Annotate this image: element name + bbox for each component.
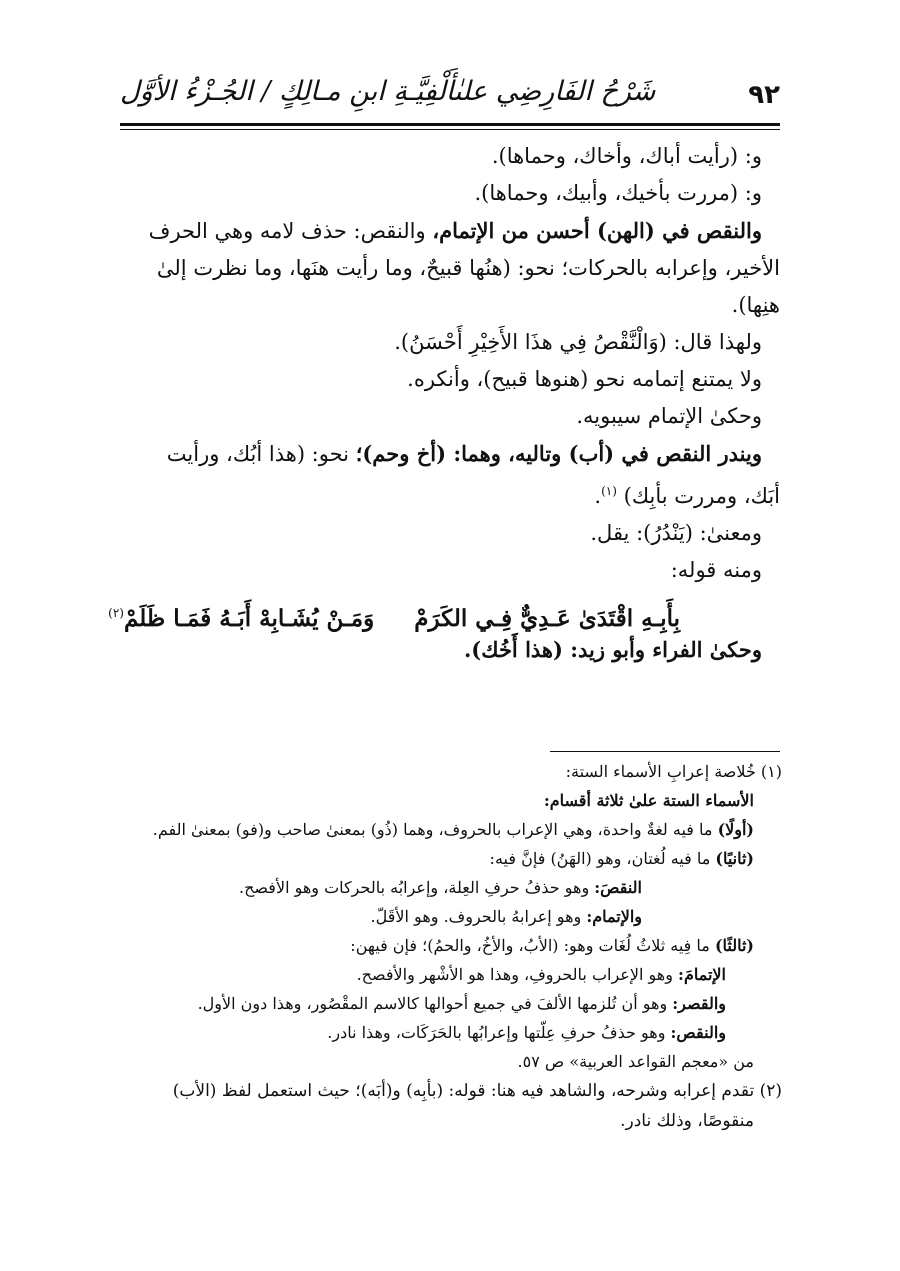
text-paragraph (120, 435, 780, 473)
footnote-line (118, 1018, 782, 1047)
footnote-line (118, 902, 782, 931)
text-line: هنِها). (731, 293, 780, 317)
bold-phrase: النقصَ: (594, 878, 642, 897)
verse-hemistich: بِأَبِـهِ اقْتَدَىٰ عَـدِيٌّ فِـي الكَرَمْ (414, 604, 680, 632)
running-header (120, 76, 780, 116)
bold-phrase: (ثالثًا) (714, 936, 754, 955)
footnotes (118, 757, 782, 1136)
bold-phrase: والنقص: (670, 1023, 726, 1042)
bold-phrase: والإتمام: (586, 907, 642, 926)
bold-phrase: (أولًا) (717, 820, 754, 839)
text-line: وحكىٰ الإتمام سيبويه. (576, 404, 762, 428)
footnote-ref[interactable]: (١) (601, 484, 617, 498)
text-span: وهو أن تُلزمها الألفَ في جميع أحوالها كالاسم المقْصُور، وهذا دون الأول. (197, 994, 673, 1013)
text-span: ما فيه لغةٌ واحدة، وهي الإعراب بالحروف، وهما (ذُو) بمعنىٰ صاحب و(فو) بمعنىٰ الفم. (152, 820, 718, 839)
text-span: ما فيه لُغتان، وهو (الهَنُ) فإنَّ فيه: (489, 849, 716, 868)
text-line: ومنه قوله: (670, 558, 762, 582)
main-text (108, 138, 780, 668)
text-span: وهو إعرابهُ بالحروف. وهو الأقَلّ. (370, 907, 587, 926)
footnote-line (118, 931, 782, 960)
bold-phrase: (ثانيًا) (715, 849, 754, 868)
text-span: وهو الإعراب بالحروفِ، وهذا هو الأشْهر والأفصح. (356, 965, 679, 984)
bold-phrase: والنقص في (الهن) أحسن من الإتمام، (432, 218, 762, 243)
text-span: وهو حذفُ حرفِ عِلّتها وإعرابُها بالحَرَكَات، وهذا نادر. (327, 1023, 671, 1042)
footnote-line (118, 873, 782, 902)
text-line: وحكىٰ الفراء وأبو زيد: (هذا أَخُك). (464, 636, 762, 662)
footnote-line (118, 815, 782, 844)
text-span: وهو حذفُ حرفِ العِلة، وإعرابُه بالحركات وهو الأفصح. (239, 878, 595, 897)
footnote-ref[interactable]: (٢) (108, 606, 124, 620)
text-line: و: (رأيت أباك، وأخاك، وحماها). (491, 144, 762, 168)
text-span: أبَك، ومررت بأبِك) (623, 484, 780, 508)
bold-phrase: الإتمامَ: (678, 965, 726, 984)
text-line: ومعنىٰ: (يَنْدُرُ): يقل. (590, 521, 762, 545)
text-span: نحو: (هذا أبُك، ورأيت (166, 442, 356, 466)
footnote-line (118, 960, 782, 989)
running-title: شَرْحُ الفَارِضِي علىٰأَلْفِيَّـةِ ابنِ مـالِكٍ / الجُـزْءُ الأوَّل (120, 76, 656, 107)
page-number: ٩٢ (748, 80, 780, 110)
text-paragraph (120, 212, 780, 250)
footnote-line: منقوصًا، وذلك نادر. (620, 1111, 754, 1131)
text-span: والنقص: حذف لامه وهي الحرف (148, 219, 433, 243)
header-rule-thick (120, 123, 780, 126)
footnote-line: الأسماء الستة علىٰ ثلاثة أقسام: (543, 791, 754, 810)
footnote-line (118, 844, 782, 873)
footnote-line: (١) خُلاصة إعرابِ الأسماء الستة: (565, 762, 782, 781)
text-span: ما فِيه ثلاثُ لُغَات وهو: (الأبُ، والأخُ، والحمُ)؛ فإن فيهن: (350, 936, 715, 955)
bold-phrase: والقصر: (672, 994, 726, 1013)
footnote-line (118, 989, 782, 1018)
footnote-source: من «معجم القواعد العربية» ص ٥٧. (517, 1052, 754, 1071)
text-line: ولا يمتنع إتمامه نحو (هنوها قبيح)، وأنكره. (407, 367, 762, 391)
header-rule-thin (120, 129, 780, 130)
text-line: الأخير، وإعرابه بالحركات؛ نحو: (هنُها قبيحٌ، وما رأيت هنَها، وما نظرت إلىٰ (156, 256, 780, 280)
text-line: ولهذا قال: (وَالْنَّقْصُ فِي هذَا الأَخِيْرِ أَحْسَنُ). (394, 330, 762, 354)
footnote-separator (550, 751, 780, 752)
footnote-line: (٢) تقدم إعرابه وشرحه، والشاهد فيه هنا: قوله: (بأبِه) و(أبَه)؛ حيث استعمل لفظ (الأب) (172, 1081, 782, 1101)
text-line: أبَك، ومررت بأبِك) $^{(١)}$. (594, 484, 780, 508)
text-line: و: (مررت بأخيك، وأبيك، وحماها). (474, 181, 762, 205)
verse-hemistich: وَمَـنْ يُشَـابِهْ أَبَـهُ فَمَـا ظَلَمْ (123, 604, 375, 632)
bold-phrase: ويندر النقص في (أب) وتاليه، وهما: (أخ وحم)؛ (355, 441, 762, 466)
